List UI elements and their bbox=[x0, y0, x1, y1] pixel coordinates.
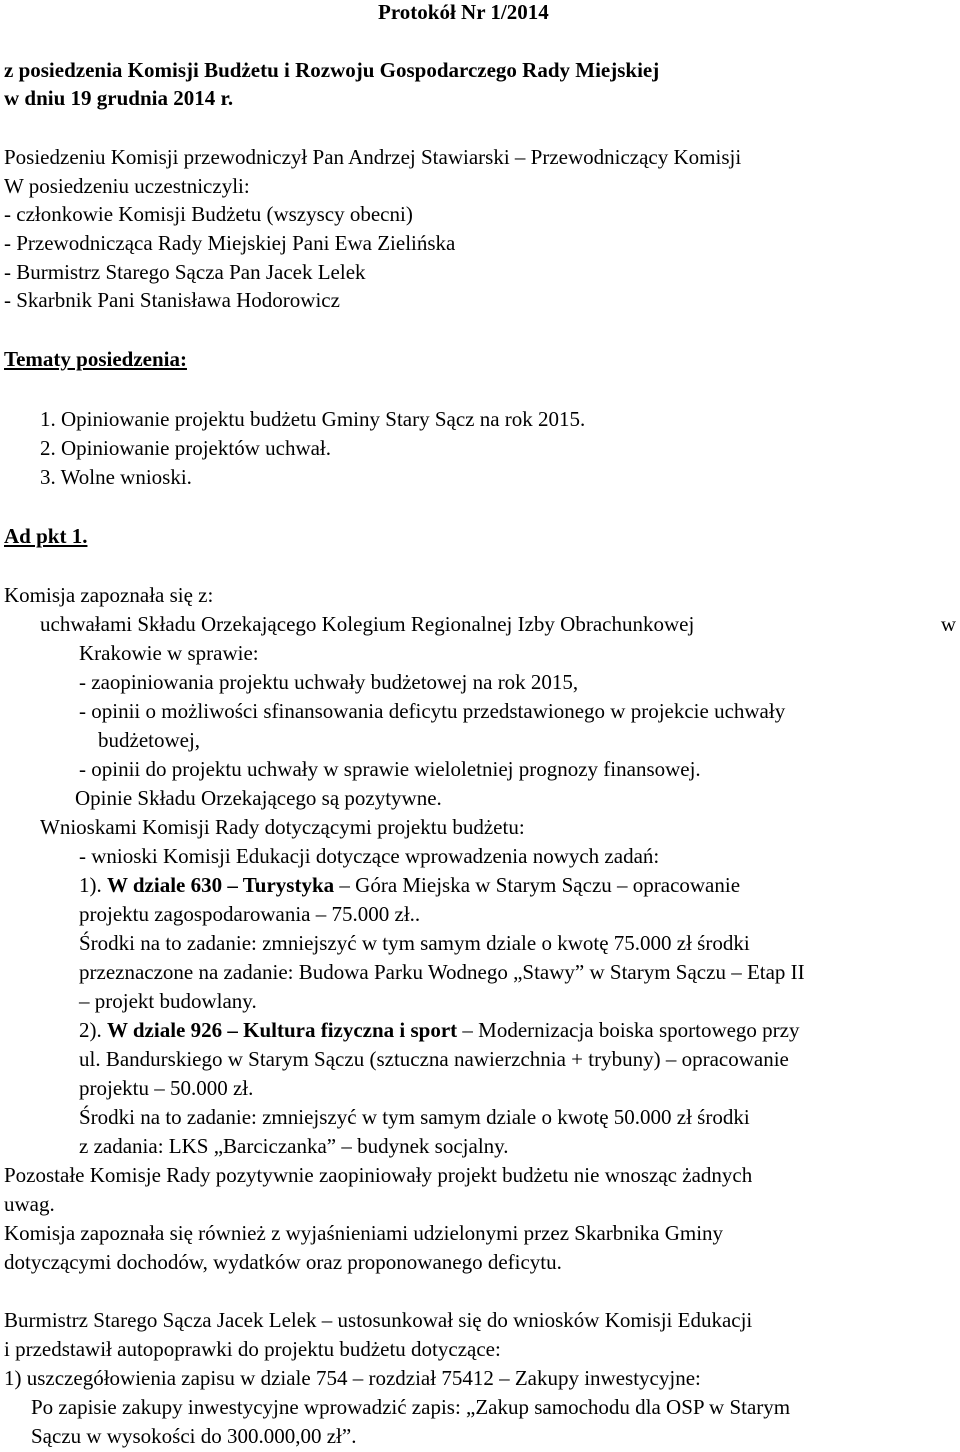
proposal-2-line-1 bbox=[79, 1016, 800, 1045]
resolutions-text-end: w bbox=[940, 612, 956, 636]
opinions-line: Opinie Składu Orzekającego są pozytywne. bbox=[75, 786, 442, 810]
proposal-1-line-4: przeznaczone na zadanie: Budowa Parku Wodnego „Stawy” w Starym Sączu – Etap II bbox=[79, 960, 805, 984]
document-title: Protokół Nr 1/2014 bbox=[378, 0, 549, 24]
proposal-1-line-5: – projekt budowlany. bbox=[79, 989, 257, 1013]
mayor-line-3: 1) uszczegółowienia zapisu w dziale 754 – rozdział 75412 – Zakupy inwestycyjne: bbox=[4, 1366, 701, 1390]
attendee-item: - Przewodnicząca Rady Miejskiej Pani Ewa Zielińska bbox=[4, 231, 456, 255]
topics-heading: Tematy posiedzenia: bbox=[4, 347, 187, 371]
attendee-item: - Skarbnik Pani Stanisława Hodorowicz bbox=[4, 288, 340, 312]
proposal-2-line-5: z zadania: LKS „Barciczanka” – budynek socjalny. bbox=[79, 1134, 509, 1158]
proposal-division: W dziale 630 – Turystyka bbox=[107, 873, 335, 897]
mayor-line-2: i przedstawił autopoprawki do projektu budżetu dotyczące: bbox=[4, 1337, 501, 1361]
proposal-2-line-3: projektu – 50.000 zł. bbox=[79, 1076, 254, 1100]
section-heading: Ad pkt 1. bbox=[4, 524, 88, 548]
proposal-1-line-2: projektu zagospodarowania – 75.000 zł.. bbox=[79, 902, 421, 926]
document-subtitle: z posiedzenia Komisji Budżetu i Rozwoju Gospodarczego Rady Miejskiej bbox=[4, 58, 660, 82]
resolution-point: - zaopiniowania projektu uchwały budżetowej na rok 2015, bbox=[79, 670, 579, 694]
attendance-intro: W posiedzeniu uczestniczyli: bbox=[4, 174, 250, 198]
mayor-line-1: Burmistrz Starego Sącza Jacek Lelek – ustosunkował się do wniosków Komisji Edukacji bbox=[4, 1308, 753, 1332]
resolutions-text: uchwałami Składu Orzekającego Kolegium Regionalnej Izby Obrachunkowej bbox=[40, 612, 695, 636]
others-line-1: Pozostałe Komisje Rady pozytywnie zaopiniowały projekt budżetu nie wnosząc żadnych bbox=[4, 1163, 753, 1187]
proposal-1-line-1 bbox=[79, 871, 740, 900]
proposal-2-line-2: ul. Bandurskiego w Starym Sączu (sztuczna nawierzchnia + trybuny) – opracowanie bbox=[79, 1047, 789, 1071]
proposal-1-line-3: Środki na to zadanie: zmniejszyć w tym samym dziale o kwotę 75.000 zł środki bbox=[79, 931, 750, 955]
document-date: w dniu 19 grudnia 2014 r. bbox=[4, 86, 234, 110]
proposal-number: 1). bbox=[79, 873, 107, 897]
topic-item: 3. Wolne wnioski. bbox=[40, 465, 192, 489]
topic-item: 1. Opiniowanie projektu budżetu Gminy Stary Sącz na rok 2015. bbox=[40, 407, 586, 431]
explain-line-1: Komisja zapoznała się również z wyjaśnieniami udzielonymi przez Skarbnika Gminy bbox=[4, 1221, 724, 1245]
mayor-line-4: Po zapisie zakupy inwestycyjne wprowadzić zapis: „Zakup samochodu dla OSP w Starym bbox=[31, 1395, 791, 1419]
proposal-description: – Góra Miejska w Starym Sączu – opracowanie bbox=[334, 873, 741, 897]
resolution-point: - opinii o możliwości sfinansowania deficytu przedstawionego w projekcie uchwały bbox=[79, 699, 786, 723]
others-line-2: uwag. bbox=[4, 1192, 55, 1216]
section-intro: Komisja zapoznała się z: bbox=[4, 583, 214, 607]
proposals-intro: Wnioskami Komisji Rady dotyczącymi projektu budżetu: bbox=[40, 815, 525, 839]
topic-item: 2. Opiniowanie projektów uchwał. bbox=[40, 436, 332, 460]
attendee-item: - Burmistrz Starego Sącza Pan Jacek Lelek bbox=[4, 260, 366, 284]
resolution-point: - opinii do projektu uchwały w sprawie wieloletniej prognozy finansowej. bbox=[79, 757, 701, 781]
proposal-description: – Modernizacja boiska sportowego przy bbox=[457, 1018, 800, 1042]
proposal-division: W dziale 926 – Kultura fizyczna i sport bbox=[107, 1018, 458, 1042]
mayor-line-5: Sączu w wysokości do 300.000,00 zł”. bbox=[31, 1424, 357, 1448]
resolutions-line-2: Krakowie w sprawie: bbox=[79, 641, 259, 665]
proposal-number: 2). bbox=[79, 1018, 107, 1042]
edu-proposals: - wnioski Komisji Edukacji dotyczące wprowadzenia nowych zadań: bbox=[79, 844, 660, 868]
proposal-2-line-4: Środki na to zadanie: zmniejszyć w tym samym dziale o kwotę 50.000 zł środki bbox=[79, 1105, 750, 1129]
explain-line-2: dotyczącymi dochodów, wydatków oraz proponowanego deficytu. bbox=[4, 1250, 562, 1274]
resolution-point-cont: budżetowej, bbox=[98, 728, 201, 752]
resolutions-line bbox=[40, 610, 956, 639]
chair-line: Posiedzeniu Komisji przewodniczył Pan Andrzej Stawiarski – Przewodniczący Komisji bbox=[4, 145, 742, 169]
attendee-item: - członkowie Komisji Budżetu (wszyscy obecni) bbox=[4, 202, 413, 226]
